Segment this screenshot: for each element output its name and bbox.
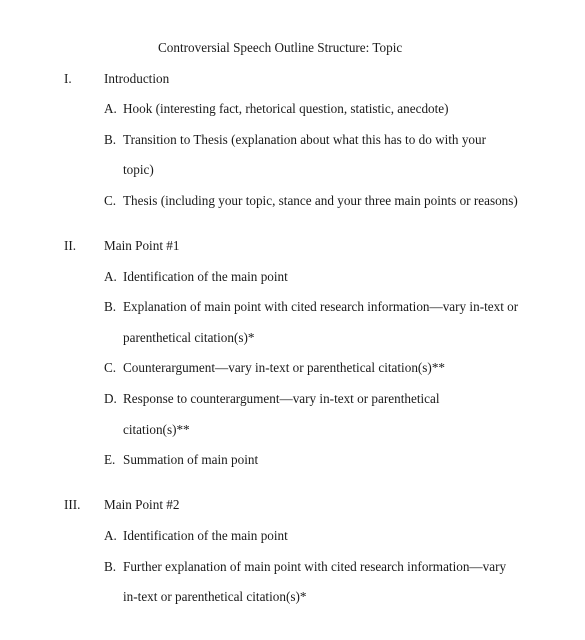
item-letter: C. <box>104 193 117 208</box>
section-numeral: I. <box>64 71 72 86</box>
section-numeral: II. <box>64 238 77 253</box>
item-letter: D. <box>104 391 117 406</box>
item-text: Hook (interesting fact, rhetorical question, statistic, anecdote) <box>123 101 449 116</box>
item-text: Further explanation of main point with cited research information—vary <box>123 559 507 574</box>
item-text: Counterargument—vary in-text or parenthetical citation(s)** <box>123 360 446 375</box>
item-text: Explanation of main point with cited research information—vary in-text or <box>123 299 519 314</box>
item-letter: C. <box>104 360 117 375</box>
item-text-continuation: citation(s)** <box>123 422 190 437</box>
item-text-continuation: topic) <box>123 162 154 177</box>
item-text-continuation: parenthetical citation(s)* <box>123 330 255 345</box>
section-title: Introduction <box>104 71 170 86</box>
document-title: Controversial Speech Outline Structure: Topic <box>158 40 403 55</box>
item-text: Identification of the main point <box>123 269 288 284</box>
item-text: Transition to Thesis (explanation about what this has to do with your <box>123 132 486 147</box>
item-text: Thesis (including your topic, stance and your three main points or reasons) <box>123 193 518 208</box>
item-text: Response to counterargument—vary in-text or parenthetical <box>123 391 440 406</box>
section-title: Main Point #1 <box>104 238 180 253</box>
item-letter: B. <box>104 559 117 574</box>
item-letter: B. <box>104 132 117 147</box>
section-title: Main Point #2 <box>104 497 180 512</box>
item-letter: A. <box>104 101 117 116</box>
item-letter: B. <box>104 299 117 314</box>
item-text-continuation: in-text or parenthetical citation(s)* <box>123 589 307 604</box>
section-numeral: III. <box>64 497 81 512</box>
item-text: Identification of the main point <box>123 528 288 543</box>
item-letter: E. <box>104 452 116 467</box>
item-letter: A. <box>104 269 117 284</box>
item-letter: A. <box>104 528 117 543</box>
item-text: Summation of main point <box>123 452 259 467</box>
